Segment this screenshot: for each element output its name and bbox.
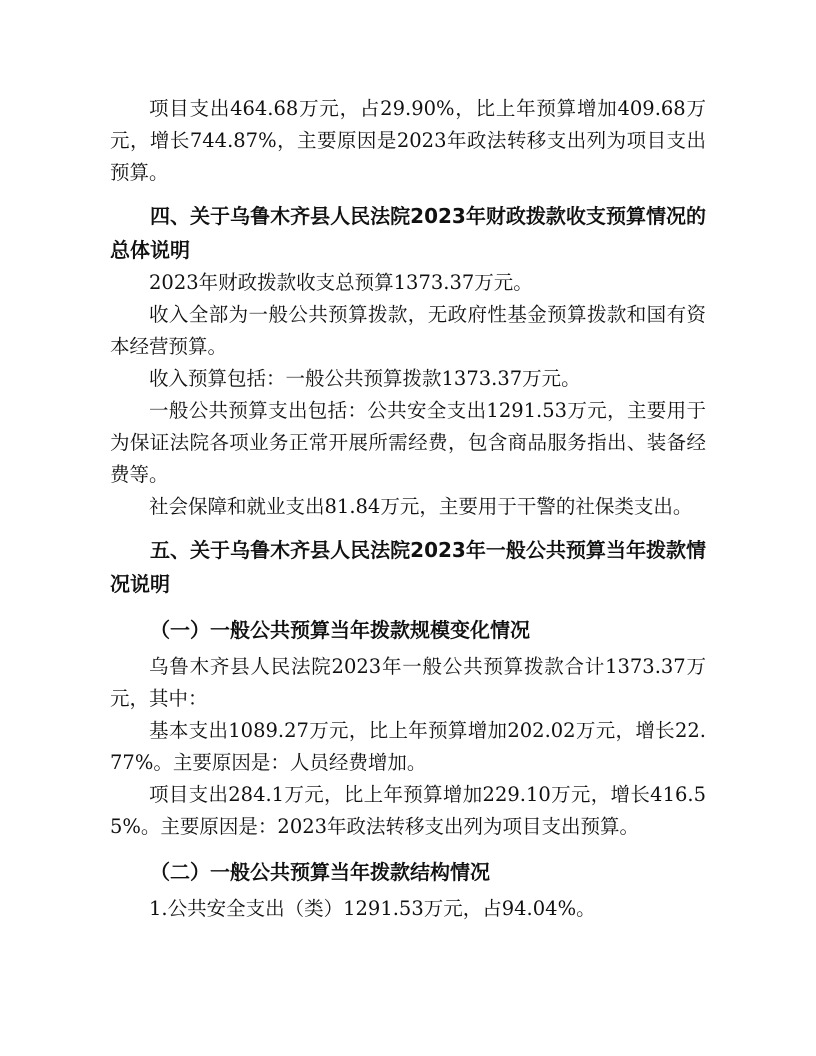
paragraph-project-expenditure: 项目支出464.68万元，占29.90%，比上年预算增加409.68万元，增长744.87%，主要原因是2023年政法转移支出列为项目支出预算。 (110, 97, 706, 184)
paragraph-appropriation-total: 乌鲁木齐县人民法院2023年一般公共预算拨款合计1373.37万元，其中： (110, 655, 706, 710)
section-heading-4: 四、关于乌鲁木齐县人民法院2023年财政拨款收支预算情况的总体说明 (110, 204, 706, 262)
paragraph-project-expenditure-2: 项目支出284.1万元，比上年预算增加229.10万元，增长416.55%。主要原因是：2023年政法转移支出列为项目支出预算。 (110, 783, 706, 838)
paragraph-public-expenditure: 一般公共预算支出包括：公共安全支出1291.53万元，主要用于为保证法院各项业务正常开展所需经费，包含商品服务指出、装备经费等。 (110, 399, 706, 486)
paragraph-social-security: 社会保障和就业支出81.84万元，主要用于干警的社保类支出。 (149, 495, 693, 518)
subsection-heading-5-1: （一）一般公共预算当年拨款规模变化情况 (150, 618, 530, 642)
paragraph-basic-expenditure: 基本支出1089.27万元，比上年预算增加202.02万元，增长22.77%。主要原因是：人员经费增加。 (110, 719, 706, 774)
paragraph-income-budget: 收入预算包括：一般公共预算拨款1373.37万元。 (149, 367, 581, 390)
paragraph-income-source: 收入全部为一般公共预算拨款，无政府性基金预算拨款和国有资本经营预算。 (110, 303, 706, 358)
paragraph-total-budget: 2023年财政拨款收支总预算1373.37万元。 (149, 271, 533, 294)
subsection-heading-5-2: （二）一般公共预算当年拨款结构情况 (150, 860, 490, 884)
section-heading-5: 五、关于乌鲁木齐县人民法院2023年一般公共预算当年拨款情况说明 (110, 538, 706, 596)
paragraph-public-security: 1.公共安全支出（类）1291.53万元，占94.04%。 (149, 897, 596, 920)
